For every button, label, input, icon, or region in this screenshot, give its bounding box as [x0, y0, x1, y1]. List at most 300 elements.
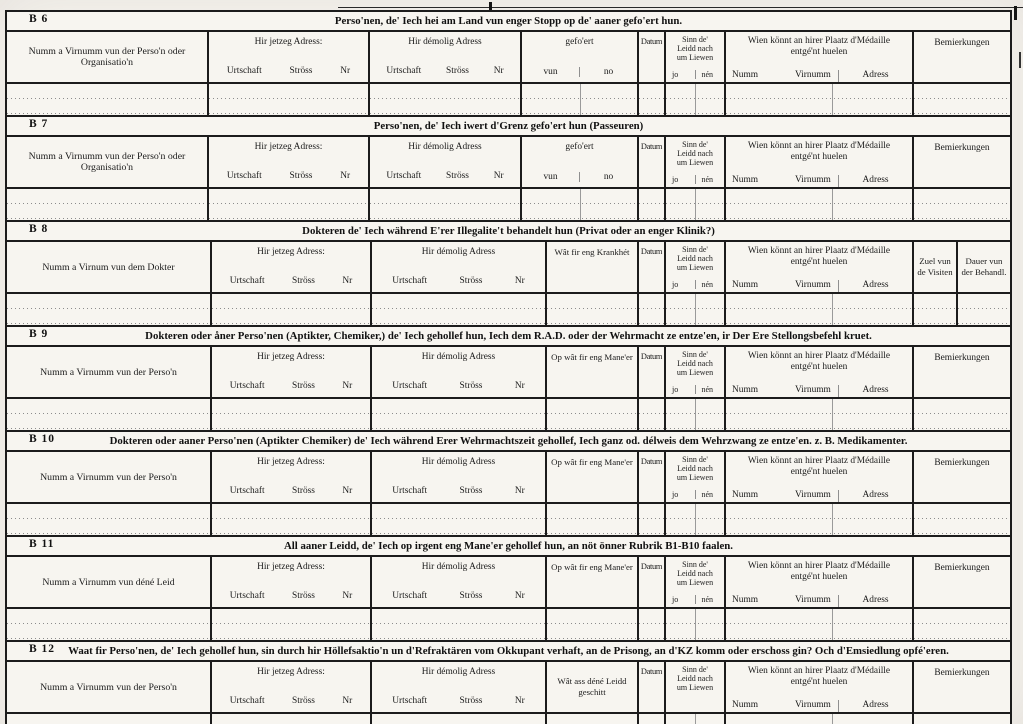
col-alive-status	[664, 242, 724, 292]
entry-cell-former-address	[368, 189, 520, 220]
medal-label-2: entgé'nt huelen	[790, 677, 848, 687]
section-header	[7, 662, 1010, 714]
entry-cell-visit-count	[912, 294, 956, 325]
section-entry-rows	[7, 294, 1010, 325]
nr-label: Nr	[342, 696, 353, 706]
former-address-label: Hir démolig Adress	[408, 37, 482, 47]
col-alive-status	[664, 137, 724, 187]
entry-cell-name	[7, 714, 210, 724]
col-remarks	[912, 557, 1010, 607]
col-former-address	[370, 557, 545, 607]
stross-label: Ströss	[459, 696, 483, 706]
entry-cell-remarks	[912, 189, 1010, 220]
medal-label-2: entgé'nt huelen	[790, 257, 848, 267]
section-title-row	[7, 222, 1010, 242]
urtschaft-label: Urtschaft	[392, 486, 428, 496]
col-treatment-duration	[956, 242, 1010, 292]
entry-cell-medal	[724, 189, 912, 220]
nr-label: Nr	[493, 66, 504, 76]
entry-cell-medal	[724, 399, 912, 430]
entry-cell-date	[637, 399, 664, 430]
date-label: Datum	[640, 667, 663, 676]
col-alive-status	[664, 557, 724, 607]
section-title: Dokteren de' Iech während E'rer Illegalite't behandelt hun (Privat oder an enger Klinik?)	[302, 225, 715, 237]
entry-cell-name	[7, 84, 207, 115]
alive-label-1: Sinn de'	[682, 245, 708, 254]
nr-label: Nr	[342, 276, 353, 286]
right-edge-mark	[1019, 52, 1021, 68]
virnumm-label: Virnumm	[794, 175, 831, 185]
alive-label-3: um Liewen	[676, 158, 714, 167]
adress-label: Adress	[838, 70, 912, 82]
visit-count-label-1: Zuel vun	[919, 256, 951, 266]
col-alive-status	[664, 662, 724, 712]
medal-label-1: Wien könnt an hirer Plaatz d'Médaille	[747, 36, 891, 46]
entry-cell-former-address	[370, 399, 545, 430]
entry-cell-date	[637, 294, 664, 325]
manner-label: Op wât fir eng Mane'er	[551, 457, 633, 467]
alive-label-3: um Liewen	[676, 53, 714, 62]
col-name-label: Numm a Virnumm vun der Perso'n oder Organisatio'n	[28, 46, 186, 68]
medal-label-1: Wien könnt an hirer Plaatz d'Médaille	[747, 141, 891, 151]
col-illness	[545, 242, 637, 292]
date-label: Datum	[640, 562, 663, 571]
current-address-label: Hir jetzeg Adress:	[257, 562, 325, 572]
remarks-label: Bemierkungen	[934, 458, 990, 468]
adress-label: Adress	[838, 175, 912, 187]
stross-label: Ströss	[292, 276, 315, 286]
date-label: Datum	[640, 247, 663, 256]
section-title-row	[7, 117, 1010, 137]
entry-cell-medal	[724, 504, 912, 535]
section-header	[7, 137, 1010, 189]
section-entry-rows	[7, 609, 1010, 640]
remarks-label: Bemierkungen	[934, 668, 990, 678]
transported-label: gefo'ert	[565, 37, 594, 47]
virnumm-label: Virnumm	[794, 70, 831, 80]
urtschaft-label: Urtschaft	[392, 696, 428, 706]
col-name	[7, 662, 210, 712]
col-medal-recipient	[724, 242, 912, 292]
alive-label-1: Sinn de'	[682, 560, 708, 569]
section-entry-rows	[7, 504, 1010, 535]
entry-cell-manner	[545, 399, 637, 430]
stross-label: Ströss	[459, 486, 483, 496]
section-id: B 9	[29, 328, 49, 340]
current-address-label: Hir jetzeg Adress:	[254, 142, 323, 152]
entry-cell-medal	[724, 714, 912, 724]
entry-cell-name	[7, 399, 210, 430]
fold-line	[338, 7, 1023, 8]
medal-label-2: entgé'nt huelen	[790, 152, 848, 162]
urtschaft-label: Urtschaft	[392, 276, 428, 286]
entry-cell-medal	[724, 609, 912, 640]
numm-label: Numm	[732, 595, 759, 605]
virnumm-label: Virnumm	[794, 385, 831, 395]
entry-cell-alive	[664, 84, 724, 115]
urtschaft-label: Urtschaft	[229, 381, 265, 391]
numm-label: Numm	[732, 490, 759, 500]
col-medal-recipient	[724, 452, 912, 502]
former-address-label: Hir démolig Adress	[408, 142, 482, 152]
virnumm-label: Virnumm	[794, 490, 831, 500]
urtschaft-label: Urtschaft	[392, 381, 428, 391]
col-remarks	[912, 137, 1010, 187]
col-name	[7, 242, 210, 292]
col-transported	[520, 32, 637, 82]
nr-label: Nr	[342, 381, 353, 391]
manner-label: Op wât fir eng Mane'er	[551, 562, 633, 572]
col-former-address	[368, 137, 520, 187]
col-medal-recipient	[724, 32, 912, 82]
section-b8	[7, 220, 1010, 325]
entry-cell-what-happened	[545, 714, 637, 724]
stross-label: Ströss	[292, 696, 315, 706]
from-label: vun	[543, 67, 558, 77]
col-date	[637, 452, 664, 502]
yes-label: jo	[672, 595, 679, 604]
entry-cell-former-address	[370, 714, 545, 724]
section-b11	[7, 535, 1010, 640]
col-manner	[545, 452, 637, 502]
entry-cell-remarks	[912, 399, 1010, 430]
date-label: Datum	[640, 352, 663, 361]
entry-cell-current-address	[210, 714, 370, 724]
col-alive-status	[664, 32, 724, 82]
col-medal-recipient	[724, 557, 912, 607]
section-header	[7, 557, 1010, 609]
entry-cell-alive	[664, 504, 724, 535]
entry-cell-name	[7, 504, 210, 535]
entry-cell-remarks	[912, 714, 1010, 724]
urtschaft-label: Urtschaft	[229, 276, 265, 286]
urtschaft-label: Urtschaft	[229, 696, 265, 706]
section-title-row	[7, 327, 1010, 347]
current-address-label: Hir jetzeg Adress:	[257, 247, 325, 257]
entry-cell-alive	[664, 189, 724, 220]
to-label: no	[579, 172, 637, 182]
col-medal-recipient	[724, 347, 912, 397]
former-address-label: Hir démolig Adress	[421, 667, 496, 677]
no-label: nén	[695, 175, 725, 184]
right-register-mark	[1014, 6, 1017, 20]
date-label: Datum	[640, 457, 663, 466]
current-address-label: Hir jetzeg Adress:	[257, 667, 325, 677]
entry-cell-duration	[956, 294, 1010, 325]
entry-cell-illness	[545, 294, 637, 325]
section-id: B 7	[29, 118, 49, 130]
nr-label: Nr	[514, 276, 525, 286]
what-happened-label-2: geschitt	[578, 687, 606, 697]
medal-label-1: Wien könnt an hirer Plaatz d'Médaille	[747, 666, 891, 676]
alive-label-3: um Liewen	[676, 578, 714, 587]
urtschaft-label: Urtschaft	[226, 171, 262, 181]
section-entry-rows	[7, 714, 1010, 724]
col-visit-count	[912, 242, 956, 292]
col-current-address	[207, 32, 368, 82]
col-former-address	[370, 662, 545, 712]
entry-cell-alive	[664, 714, 724, 724]
col-remarks	[912, 347, 1010, 397]
to-label: no	[579, 67, 637, 77]
col-name-label: Numm a Virnumm vun der Perso'n oder Organisatio'n	[28, 151, 186, 173]
col-name-label: Numm a Virnumm vun déné Leid	[42, 576, 175, 588]
yes-label: jo	[672, 385, 679, 394]
stross-label: Ströss	[292, 591, 315, 601]
medal-label-1: Wien könnt an hirer Plaatz d'Médaille	[747, 456, 891, 466]
remarks-label: Bemierkungen	[934, 38, 990, 48]
section-title: Dokteren oder aaner Perso'nen (Aptikter Chemiker) de' Iech während Erer Wehrmachtszeit gehollef, Iech ganz od. délweis dem Wehrzwang ze entze'en. z. B. Medikamenter.	[109, 435, 908, 447]
what-happened-label-1: Wât ass déné Leidd	[557, 676, 627, 686]
no-label: nén	[695, 595, 725, 604]
col-manner	[545, 347, 637, 397]
entry-cell-current-address	[210, 504, 370, 535]
section-title-row	[7, 537, 1010, 557]
col-medal-recipient	[724, 662, 912, 712]
alive-label-2: Leidd nach	[677, 254, 713, 263]
entry-cell-name	[7, 609, 210, 640]
section-title: All aaner Leidd, de' Iech op irgent eng Mane'er gehollef hun, an nöt önner Rubrik B1-B10 faalen.	[284, 540, 733, 552]
entry-cell-name	[7, 294, 210, 325]
entry-cell-medal	[724, 294, 912, 325]
stross-label: Ströss	[459, 591, 483, 601]
col-alive-status	[664, 452, 724, 502]
section-title: Waat fir Perso'nen, de' Iech gehollef hun, sin durch hir Höllefsaktio'n un d'Refraktären vom Okkupant verhaft, an de Prisong, an d'KZ komm oder erschoss gin? Och d'Emsiedlung opfé'eren.	[68, 645, 949, 657]
col-manner	[545, 557, 637, 607]
col-name-label: Numm a Virnumm vun der Perso'n	[40, 471, 177, 483]
col-current-address	[210, 557, 370, 607]
date-label: Datum	[640, 37, 663, 46]
stross-label: Ströss	[292, 381, 315, 391]
entry-cell-former-address	[368, 84, 520, 115]
from-label: vun	[543, 172, 558, 182]
col-alive-status	[664, 347, 724, 397]
col-current-address	[210, 347, 370, 397]
alive-label-1: Sinn de'	[682, 455, 708, 464]
alive-label-1: Sinn de'	[682, 140, 708, 149]
col-current-address	[210, 242, 370, 292]
entry-cell-manner	[545, 609, 637, 640]
adress-label: Adress	[838, 700, 912, 712]
col-medal-recipient	[724, 137, 912, 187]
medal-label-1: Wien könnt an hirer Plaatz d'Médaille	[747, 246, 891, 256]
entry-cell-former-address	[370, 294, 545, 325]
section-entry-rows	[7, 189, 1010, 220]
alive-label-2: Leidd nach	[677, 359, 713, 368]
col-name	[7, 347, 210, 397]
section-b12	[7, 640, 1010, 724]
section-id: B 8	[29, 223, 49, 235]
col-former-address	[370, 242, 545, 292]
medal-label-2: entgé'nt huelen	[790, 362, 848, 372]
nr-label: Nr	[342, 591, 353, 601]
entry-cell-name	[7, 189, 207, 220]
nr-label: Nr	[342, 486, 353, 496]
section-id: B 11	[29, 538, 55, 550]
entry-cell-alive	[664, 609, 724, 640]
col-date	[637, 662, 664, 712]
urtschaft-label: Urtschaft	[392, 591, 428, 601]
alive-label-3: um Liewen	[676, 368, 714, 377]
stross-label: Ströss	[289, 171, 313, 181]
col-name-label: Numm a Virnumm vun der Perso'n	[40, 366, 177, 378]
yes-label: jo	[672, 70, 679, 79]
remarks-label: Bemierkungen	[934, 563, 990, 573]
virnumm-label: Virnumm	[794, 280, 831, 290]
col-remarks	[912, 32, 1010, 82]
col-current-address	[210, 662, 370, 712]
section-header	[7, 452, 1010, 504]
urtschaft-label: Urtschaft	[229, 591, 265, 601]
col-name	[7, 452, 210, 502]
no-label: nén	[695, 385, 725, 394]
entry-cell-date	[637, 84, 664, 115]
no-label: nén	[695, 70, 725, 79]
col-date	[637, 557, 664, 607]
section-id: B 12	[29, 643, 56, 655]
entry-cell-former-address	[370, 504, 545, 535]
alive-label-3: um Liewen	[676, 263, 714, 272]
former-address-label: Hir démolig Adress	[421, 247, 496, 257]
entry-cell-date	[637, 504, 664, 535]
nr-label: Nr	[514, 381, 525, 391]
entry-cell-current-address	[210, 294, 370, 325]
adress-label: Adress	[838, 490, 912, 502]
stross-label: Ströss	[446, 66, 469, 76]
col-remarks	[912, 452, 1010, 502]
section-title: Perso'nen, de' Iech iwert d'Grenz gefo'ert hun (Passeuren)	[373, 120, 644, 132]
col-date	[637, 32, 664, 82]
current-address-label: Hir jetzeg Adress:	[257, 352, 325, 362]
urtschaft-label: Urtschaft	[226, 66, 262, 76]
alive-label-1: Sinn de'	[682, 350, 708, 359]
entry-cell-remarks	[912, 609, 1010, 640]
stross-label: Ströss	[446, 171, 469, 181]
nr-label: Nr	[514, 486, 525, 496]
transported-label: gefo'ert	[565, 142, 594, 152]
section-b7	[7, 115, 1010, 220]
numm-label: Numm	[732, 385, 759, 395]
entry-cell-current-address	[207, 189, 368, 220]
numm-label: Numm	[732, 700, 759, 710]
col-transported	[520, 137, 637, 187]
section-header	[7, 347, 1010, 399]
nr-label: Nr	[514, 591, 525, 601]
numm-label: Numm	[732, 175, 759, 185]
alive-label-2: Leidd nach	[677, 674, 713, 683]
col-former-address	[370, 452, 545, 502]
entry-cell-current-address	[207, 84, 368, 115]
stross-label: Ströss	[292, 486, 315, 496]
col-name	[7, 32, 207, 82]
alive-label-3: um Liewen	[676, 683, 714, 692]
col-date	[637, 347, 664, 397]
duration-label-2: der Behandl.	[961, 267, 1007, 277]
adress-label: Adress	[838, 385, 912, 397]
yes-label: jo	[672, 280, 679, 289]
former-address-label: Hir démolig Adress	[421, 562, 496, 572]
entry-cell-current-address	[210, 399, 370, 430]
medal-label-2: entgé'nt huelen	[790, 467, 848, 477]
col-date	[637, 242, 664, 292]
section-header	[7, 32, 1010, 84]
adress-label: Adress	[838, 595, 912, 607]
stross-label: Ströss	[459, 276, 483, 286]
section-b10	[7, 430, 1010, 535]
entry-cell-alive	[664, 294, 724, 325]
col-current-address	[207, 137, 368, 187]
alive-label-2: Leidd nach	[677, 44, 713, 53]
col-name-label: Numm a Virnumm vun der Perso'n	[40, 681, 177, 693]
urtschaft-label: Urtschaft	[386, 66, 422, 76]
entry-cell-date	[637, 609, 664, 640]
section-title-row	[7, 12, 1010, 32]
stross-label: Ströss	[289, 66, 313, 76]
section-title: Perso'nen, de' Iech hei am Land vun enger Stopp op de' aaner gefo'ert hun.	[334, 15, 683, 27]
col-former-address	[368, 32, 520, 82]
virnumm-label: Virnumm	[794, 595, 831, 605]
remarks-label: Bemierkungen	[934, 353, 990, 363]
entry-cell-transported	[520, 189, 637, 220]
questionnaire-form	[5, 10, 1012, 724]
duration-label-1: Dauer vun	[965, 256, 1003, 266]
nr-label: Nr	[493, 171, 504, 181]
section-title-row	[7, 642, 1010, 662]
former-address-label: Hir démolig Adress	[421, 457, 496, 467]
urtschaft-label: Urtschaft	[229, 486, 265, 496]
former-address-label: Hir démolig Adress	[421, 352, 496, 362]
virnumm-label: Virnumm	[794, 700, 831, 710]
entry-cell-manner	[545, 504, 637, 535]
col-current-address	[210, 452, 370, 502]
entry-cell-alive	[664, 399, 724, 430]
nr-label: Nr	[340, 171, 351, 181]
section-title: Dokteren oder åner Perso'nen (Aptikter, Chemiker,) de' Iech gehollef hun, Iech dem R.A.D. oder der Wehrmacht ze entze'en, ir Der Ere Stellongsbefehl kruet.	[145, 330, 872, 342]
col-remarks	[912, 662, 1010, 712]
current-address-label: Hir jetzeg Adress:	[254, 37, 323, 47]
numm-label: Numm	[732, 70, 759, 80]
urtschaft-label: Urtschaft	[386, 171, 422, 181]
alive-label-2: Leidd nach	[677, 149, 713, 158]
stross-label: Ströss	[459, 381, 483, 391]
medal-label-2: entgé'nt huelen	[790, 572, 848, 582]
section-entry-rows	[7, 84, 1010, 115]
illness-label: Wât fir eng Krankhét	[554, 247, 630, 257]
col-name	[7, 137, 207, 187]
entry-cell-date	[637, 189, 664, 220]
numm-label: Numm	[732, 280, 759, 290]
visit-count-label-2: de Visiten	[917, 267, 953, 277]
no-label: nén	[695, 490, 725, 499]
entry-cell-current-address	[210, 609, 370, 640]
alive-label-2: Leidd nach	[677, 569, 713, 578]
yes-label: jo	[672, 490, 679, 499]
entry-cell-former-address	[370, 609, 545, 640]
alive-label-1: Sinn de'	[682, 35, 708, 44]
medal-label-1: Wien könnt an hirer Plaatz d'Médaille	[747, 561, 891, 571]
entry-cell-remarks	[912, 504, 1010, 535]
section-id: B 6	[29, 13, 49, 25]
alive-label-2: Leidd nach	[677, 464, 713, 473]
manner-label: Op wât fir eng Mane'er	[551, 352, 633, 362]
section-b9	[7, 325, 1010, 430]
medal-label-2: entgé'nt huelen	[790, 47, 848, 57]
section-entry-rows	[7, 399, 1010, 430]
date-label: Datum	[640, 142, 663, 151]
alive-label-1: Sinn de'	[682, 665, 708, 674]
current-address-label: Hir jetzeg Adress:	[257, 457, 325, 467]
col-former-address	[370, 347, 545, 397]
